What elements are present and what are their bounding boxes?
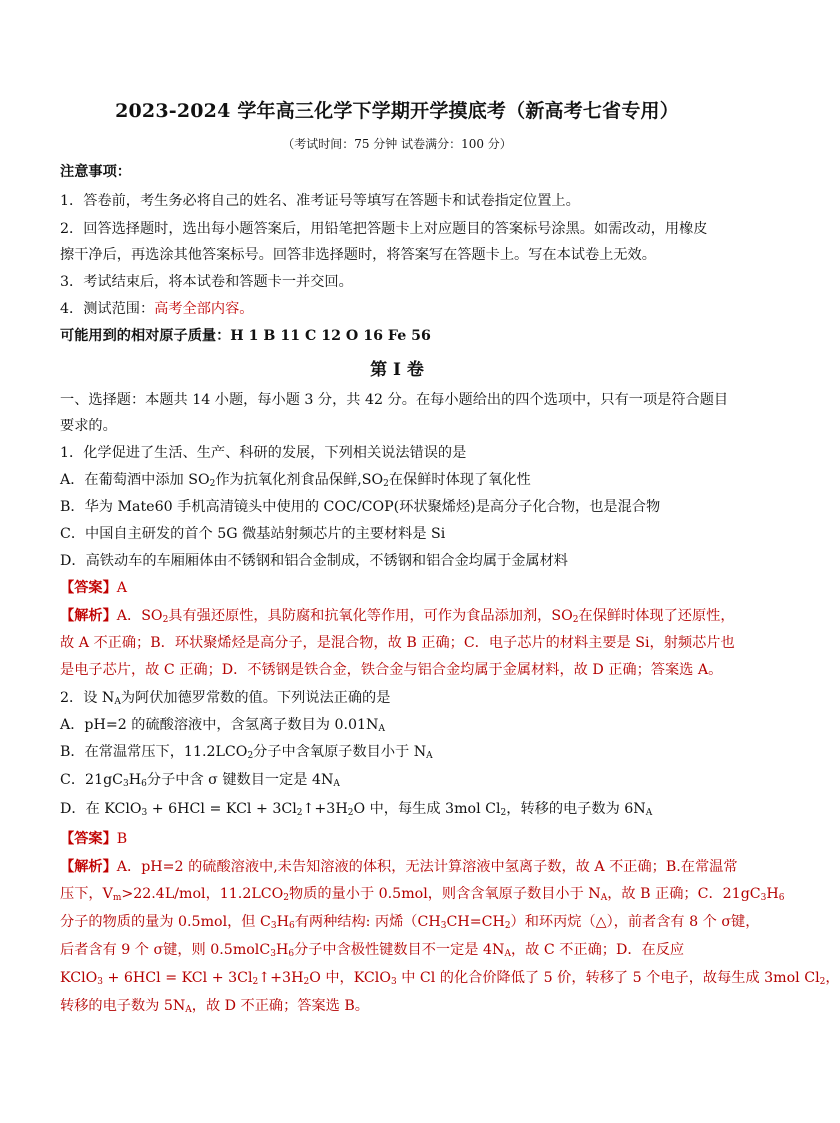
note-item-4 bbox=[60, 299, 740, 319]
q2-analysis-line-2: 压下，$V_m>22.4L$/mol，$11.2LCO_2$物质的量小于 0.5mol，则含含氧原子数目小于 $N_A$，故 B 正确；C．$21gC_3H_6$ bbox=[60, 886, 785, 903]
q1-option-d: D．高铁动车的车厢厢体由不锈钢和铝合金制成，不锈钢和铝合金均属于金属材料 bbox=[60, 553, 568, 569]
q2-option-b: B．在常温常压下，$11.2LCO_2$分子中含氧原子数目小于 $N_A$ bbox=[60, 744, 433, 761]
q2-option-c: C．$21gC_3H_6$分子中含 σ 键数目一定是 $4N_A$ bbox=[60, 772, 340, 789]
section-title: 第 I 卷 bbox=[370, 360, 424, 380]
q2-analysis-line-5: KClO$_3$ + 6HCl = KCl + $3Cl_2↑+3H_2O$ 中，KClO$_3$ 中 Cl 的化合价降低了 5 价，转移了 5 个电子，故每生成 3mol $Cl_2$， bbox=[60, 970, 840, 987]
q2-analysis-line-6: 转移的电子数为 $5N_A$，故 D 不正确；答案选 B。 bbox=[60, 998, 369, 1015]
instructions-line-2: 要求的。 bbox=[60, 418, 117, 434]
notes-heading: 注意事项： bbox=[60, 164, 131, 180]
test-scope: 高考全部内容。 bbox=[154, 301, 254, 317]
q2-stem: 2．设 $N_A$为阿伏加德罗常数的值。下列说法正确的是 bbox=[60, 690, 391, 707]
q2-option-a: A．pH=2 的硫酸溶液中，含氢离子数目为 $0.01N_A$ bbox=[60, 717, 385, 734]
instructions-line-1: 一、选择题：本题共 14 小题，每小题 3 分，共 42 分。在每小题给出的四个选项中，只有一项是符合题目 bbox=[60, 392, 729, 408]
q2-option-d: D．在 KClO$_3$ + 6HCl = KCl + $3Cl_2↑+3H_2O$ 中，每生成 3mol $Cl_2$，转移的电子数为 $6N_A$ bbox=[60, 801, 653, 818]
q1-analysis-line-2: 故 A 不正确；B．环状聚烯烃是高分子，是混合物，故 B 正确；C．电子芯片的材料主要是 Si，射频芯片也 bbox=[60, 635, 735, 651]
q1-option-c: C．中国自主研发的首个 5G 微基站射频芯片的主要材料是 Si bbox=[60, 526, 446, 542]
q2-analysis-line-3: 分子的物质的量为 0.5mol，但 $C_3H_6$有两种结构: 丙烯$(CH_3CH=CH_2)$和环丙烷（△），前者含有 8 个 σ键， bbox=[60, 914, 760, 931]
q1-analysis-line-3: 是电子芯片，故 C 正确；D．不锈钢是铁合金，铁合金与铝合金均属于金属材料，故 D 正确；答案选 A。 bbox=[60, 662, 723, 678]
note-item-2: 2．回答选择题时，选出每小题答案后，用铅笔把答题卡上对应题目的答案标号涂黑。如需改动，用橡皮 bbox=[60, 221, 708, 237]
atomic-masses: 可能用到的相对原子质量：H 1 B 11 C 12 O 16 Fe 56 bbox=[60, 328, 431, 344]
note-item-4-prefix: 4．测试范围： bbox=[60, 301, 155, 317]
q1-option-a: A．在葡萄酒中添加 $SO_2$作为抗氧化剂食品保鲜$,SO_2$在保鲜时体现了氧化性 bbox=[60, 472, 531, 489]
q1-answer: 【答案】A bbox=[60, 580, 128, 596]
note-item-3: 3．考试结束后，将本试卷和答题卡一并交回。 bbox=[60, 274, 353, 290]
q2-analysis-line-1: 【解析】A．pH=2 的硫酸溶液中,未告知溶液的体积，无法计算溶液中氢离子数，故 A 不正确；B.在常温常 bbox=[60, 859, 738, 875]
note-item-2-cont: 擦干净后，再选涂其他答案标号。回答非选择题时，将答案写在答题卡上。写在本试卷上无效。 bbox=[60, 247, 656, 263]
q1-option-b: B．华为 Mate60 手机高清镜头中使用的 COC/COP(环状聚烯烃)是高分子化合物，也是混合物 bbox=[60, 499, 661, 515]
exam-time-info: （考试时间：75 分钟 试卷满分：100 分） bbox=[282, 137, 512, 151]
q2-analysis-line-4: 后者含有 9 个 σ键，则 $0.5molC_3H_6$分子中含极性键数目不一定是 $4N_A$，故 C 不正确；D．在反应 bbox=[60, 942, 685, 959]
page-title: 2023-2024 学年高三化学下学期开学摸底考（新高考七省专用） bbox=[115, 100, 679, 122]
q1-stem: 1．化学促进了生活、生产、科研的发展，下列相关说法错误的是 bbox=[60, 445, 467, 461]
q1-analysis-line-1: 【解析】A．$SO_2$具有强还原性，具防腐和抗氧化等作用，可作为食品添加剂，$SO_2$在保鲜时体现了还原性， bbox=[60, 608, 735, 625]
q2-answer: 【答案】B bbox=[60, 831, 128, 847]
note-item-1: 1．答卷前，考生务必将自己的姓名、准考证号等填写在答题卡和试卷指定位置上。 bbox=[60, 193, 580, 209]
